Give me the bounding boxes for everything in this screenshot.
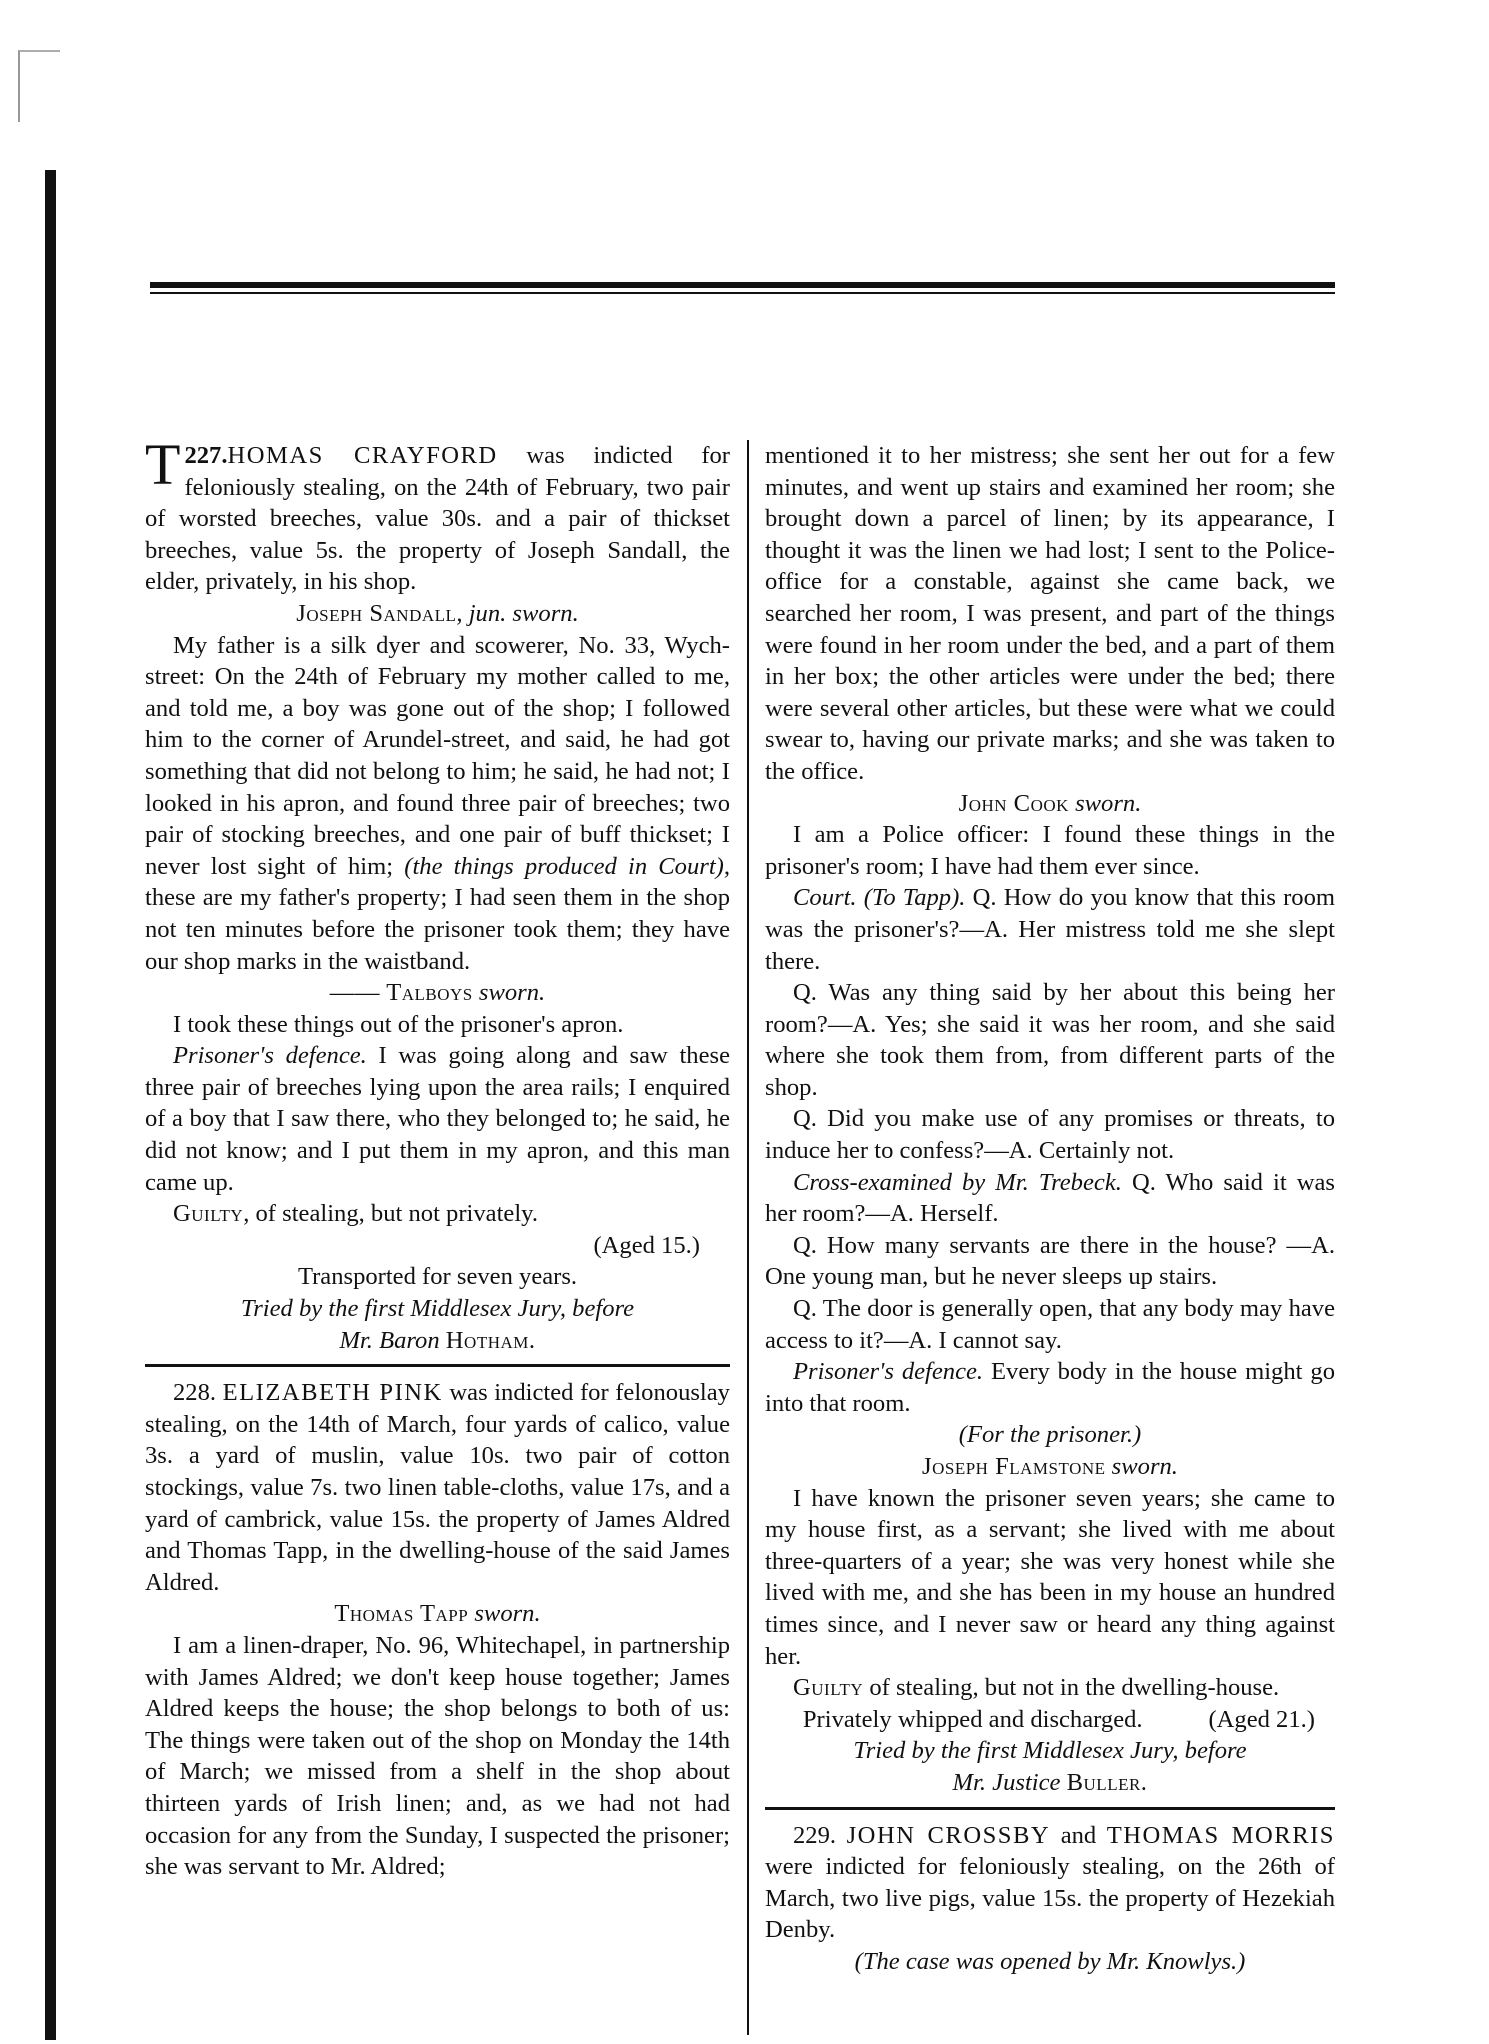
question-answer: Q. How many servants are there in the house? —A. One young man, but he never sleeps up stairs. (765, 1231, 1335, 1291)
witness-testimony: I am a linen-draper, No. 96, Whitechapel, in partnership with James Aldred; we don't keep house together; James Aldred keeps the house; the shop belongs to both of us: The things were taken out of the shop on Monday the 14th of March; we missed from a shelf in the shop about thirteen yards of Irish linen; and, as we had not had occasion for any from the Sunday, I suspected the prisoner; she was servant to Mr. Aldred; (145, 1631, 730, 1881)
question-answer: Q. Did you make use of any promises or threats, to induce her to confess?—A. Certainly not. (765, 1105, 1335, 1165)
case-number: 229. (793, 1821, 837, 1849)
sentence: Transported for seven years. (297, 1263, 578, 1291)
witness-heading: Joseph Sandall, jun. sworn. (296, 599, 579, 627)
verdict: Guilty of stealing, but not in the dwelling-house. (Aged 21.) (765, 1672, 1335, 1704)
witness-heading: —— Talboys sworn. (329, 979, 546, 1007)
age: (Aged 21.) (1208, 1705, 1315, 1733)
case-number: 228. (173, 1379, 217, 1407)
witness-heading: Thomas Tapp sworn. (334, 1600, 541, 1628)
witness-heading: Joseph Flamstone sworn. (922, 1453, 1178, 1480)
witness-testimony-continued: mentioned it to her mistress; she sent her out for a few minutes, and went up stairs and examined her room; she brought down a parcel of linen; by its appearance, I thought it was the linen we had lost; I sent to the Police-office for a constable, against she came back, we searched her room, I was present, and part of the things were found in her room under the bed, and a part of them in her box; the other articles were under the bed; there were several other articles, but these were what we could swear to, having our private marks; and she was taken to the office. (765, 442, 1335, 785)
header-rule-thin (150, 292, 1335, 294)
case-opened-note: (The case was opened by Mr. Knowlys.) (854, 1947, 1246, 1975)
indictment-text: were indicted for feloniously stealing, on the 26th of March, two live pigs, value 15s. the property of Hezekiah Denby. (765, 1853, 1335, 1944)
drop-cap: T (145, 432, 181, 497)
case-229-indictment: 229. JOHN CROSSBY and THOMAS MORRIS were indicted for feloniously stealing, on the 26th of March, two live pigs, value 15s. the property of Hezekiah Denby. (765, 1821, 1335, 1944)
court-question: Court. (To Tapp). Q. How do you know that this room was the prisoner's?—A. Her mistress told me she slept there. (765, 884, 1335, 975)
tried-by-judge: Mr. Justice Buller. (952, 1768, 1148, 1796)
case-227-indictment (145, 432, 730, 598)
tried-by-judge: Mr. Baron Hotham. (339, 1326, 536, 1354)
defendant-name: JOHN CROSSBY (846, 1821, 1051, 1849)
case-228-indictment (145, 1377, 730, 1598)
question-answer: Q. Was any thing said by her about this being her room?—A. Yes; she said it was her room, and she said where she took them from, from different parts of the shop. (765, 979, 1335, 1101)
question-answer: Q. The door is generally open, that any body may have access to it?—A. I cannot say. (765, 1295, 1335, 1354)
defendant-name: THOMAS MORRIS (1106, 1821, 1335, 1849)
age: (Aged 15.) (593, 1231, 700, 1259)
sentence: Privately whipped and discharged. (802, 1705, 1143, 1733)
case-separator-rule (765, 1807, 1335, 1810)
scan-binding-edge (45, 170, 56, 2040)
left-column (145, 432, 731, 1883)
tried-by: Tried by the first Middlesex Jury, before (853, 1737, 1247, 1765)
witness-testimony: My father is a silk dyer and scowerer, No. 33, Wych-street: On the 24th of February my mother called to me, and told me, a boy was gone out of the shop; I followed him to the corner of Arundel-street, and said, he had got something that did not belong to him; he said, he had not; I looked in his apron, and found three pair of breeches; two pair of stocking breeches, and one pair of buff thickset; I never lost sight of him; (the things produced in Court), these are my father's property; I had seen them in the shop not ten minutes before the prisoner took them; they have our shop marks in the waistband. (145, 631, 730, 975)
cross-examination: Cross-examined by Mr. Trebeck. Q. Who said it was her room?—A. Herself. (765, 1168, 1335, 1228)
defendant-name: ELIZABETH PINK (222, 1379, 443, 1407)
witness-testimony: I have known the prisoner seven years; she came to my house first, as a servant; she lived with me about three-quarters of a year; she was very honest while she lived with me, and she has been in my house an hundred times since, and I never saw or heard any thing against her. (765, 1484, 1335, 1670)
case-separator-rule (145, 1364, 730, 1367)
verdict: Guilty, of stealing, but not privately. (173, 1200, 539, 1228)
prisoner-defence: Prisoner's defence. I was going along and saw these three pair of breeches lying upon the area rails; I enquired of a boy that I saw there, who they belonged to; he said, he did not know; and I put them in my apron, and this man came up. (145, 1042, 731, 1196)
defendant-name: HOMAS CRAYFORD (227, 442, 498, 469)
witness-heading: John Cook sworn. (958, 789, 1142, 817)
header-rule-thick (150, 282, 1335, 288)
right-column (765, 440, 1335, 1978)
indictment-text: was indicted for felonouslay stealing, on the 14th of March, four yards of calico, value 3s. a yard of muslin, value 10s. two pair of cotton stockings, value 7s. two linen table-cloths, value 17s, and a yard of cambrick, value 15s. the property of James Aldred and Thomas Tapp, in the dwelling-house of the said James Aldred. (145, 1379, 730, 1596)
case-number: 227. (184, 442, 228, 469)
witness-testimony: I took these things out of the prisoner's apron. (173, 1010, 624, 1038)
witness-testimony: I am a Police officer: I found these things in the prisoner's room; I have had them ever since. (765, 821, 1335, 880)
for-prisoner-heading: (For the prisoner.) (958, 1421, 1142, 1449)
tried-by: Tried by the first Middlesex Jury, before (240, 1295, 635, 1323)
scan-corner-mark (18, 50, 60, 122)
indictment-text: was indicted for feloniously stealing, on the 24th of February, two pair of worsted breeches, value 30s. and a pair of thickset breeches, value 5s. the property of Joseph Sandall, the elder, privately, in his shop. (145, 442, 730, 596)
column-divider (747, 440, 749, 2035)
prisoner-defence: Prisoner's defence. Every body in the house might go into that room. (765, 1358, 1336, 1417)
